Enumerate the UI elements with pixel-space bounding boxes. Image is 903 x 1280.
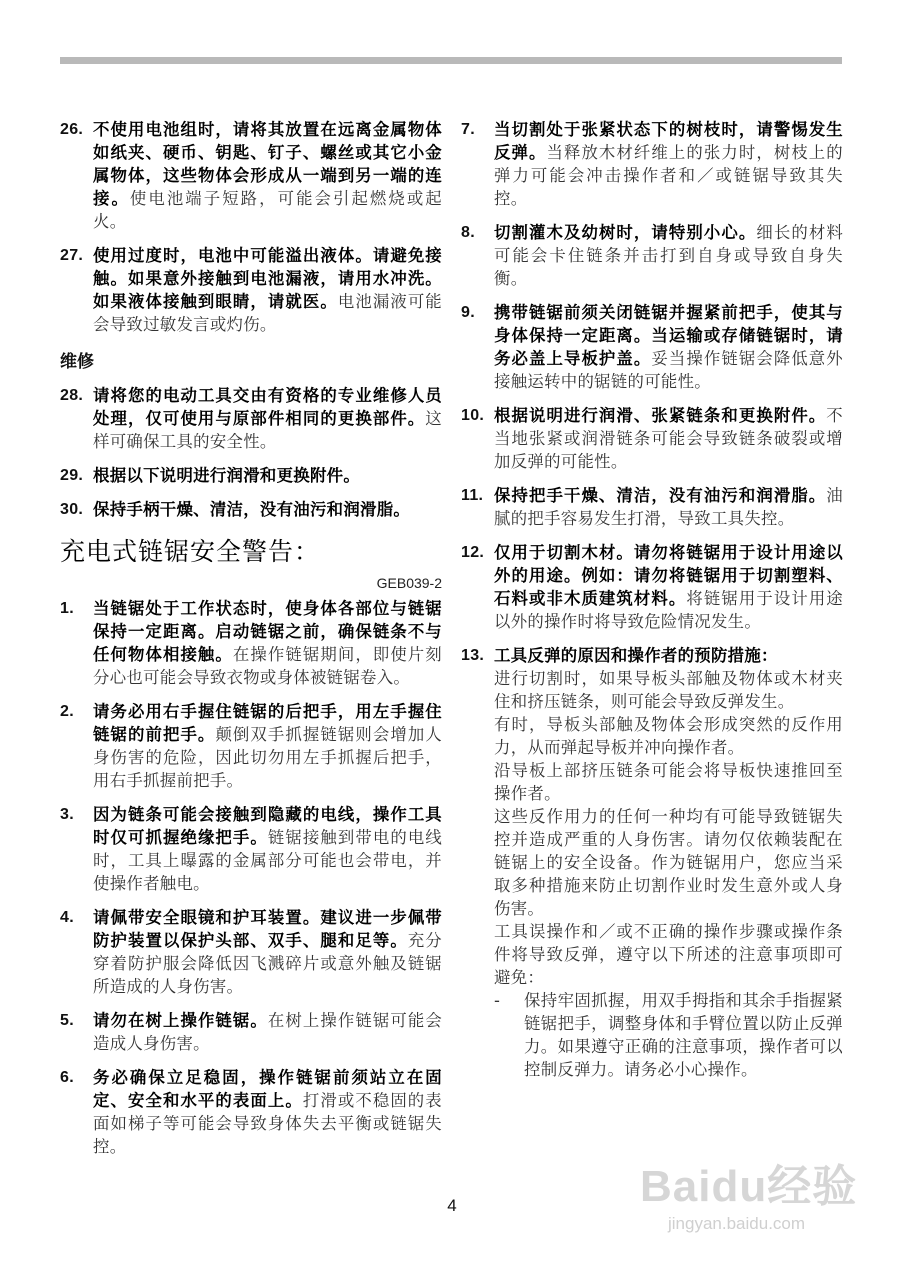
watermark [640,1150,890,1260]
item-bold-text: 请佩带安全眼镜和护耳装置。建议进一步佩带防护装置以保护头部、双手、腿和足等。 [93,908,442,950]
item-number: 28. [60,387,84,404]
header-rule [60,57,842,64]
list-item [461,404,843,473]
item-text [93,1009,442,1055]
watermark-url: jingyan.baidu.com [668,1214,806,1233]
item-bold-text: 因为链条可能会接触到隐藏的电线，操作工具时仅可抓握绝缘把手。 [93,805,442,847]
item-text [494,484,843,530]
list-item [60,384,442,453]
item-normal-text: 妥当操作链锯会降低意外接触运转中的锯链的可能性。 [494,349,843,391]
item-number: 6. [60,1069,74,1086]
item-number: 11. [461,487,484,504]
item-number: 27. [60,247,84,264]
item-number: 1. [60,600,74,617]
item-normal-text: 打滑或不稳固的表面如梯子等可能会导致身体失去平衡或链锯失控。 [93,1091,442,1156]
list-item [60,700,442,792]
item-paragraph: 沿导板上部挤压链条可能会将导板快速推回至操作者。 [494,761,843,803]
item-bold-text: 当链锯处于工作状态时，使身体各部位与链锯保持一定距离。启动链锯之前，确保链条不与任何物体相接触。 [93,599,442,664]
item-number: 13. [461,647,485,664]
item-text [494,221,843,290]
bullet-text: 保持牢固抓握，用双手拇指和其余手指握紧链锯把手，调整身体和手臂位置以防止反弹力。如果遵守正确的注意事项，操作者可以控制反弹力。请务必小心操作。 [524,991,843,1079]
item-paragraph: 有时，导板头部触及物体会形成突然的反作用力，从而弹起导板并冲向操作者。 [494,715,843,757]
item-number: 26. [60,121,84,138]
item-text [93,498,442,521]
item-number: 7. [461,121,475,138]
item-number: 3. [60,806,74,823]
item-bold-text: 保持手柄干燥、清洁，没有油污和润滑脂。 [93,500,411,519]
item-bold-text: 携带链锯前须关闭链锯并握紧前把手，使其与身体保持一定距离。当运输或存储链锯时，请务必盖上导板护盖。 [494,303,843,368]
item-bold-text: 保持把手干燥、清洁，没有油污和润滑脂。 [494,486,827,505]
list-item [60,803,442,895]
right-column [461,118,843,1092]
list-item [60,464,442,487]
item-number: 12. [461,544,485,561]
item-number: 29. [60,467,84,484]
item-text [93,244,442,336]
item-paragraph: 进行切割时，如果导板头部触及物体或木材夹住和挤压链条，则可能会导致反弹发生。 [494,669,843,711]
bullet-dash: - [494,991,501,1010]
item-normal-text: 充分穿着防护服会降低因飞溅碎片或意外触及链锯所造成的人身伤害。 [93,931,442,996]
item-text [93,803,442,895]
left-column [60,118,442,1169]
item-paragraph: 这些反作用力的任何一种均有可能导致链锯失控并造成严重的人身伤害。请勿仅依赖装配在链锯上的安全设备。作为链锯用户，您应当采取多种措施来防止切割作业时发生意外或人身伤害。 [494,807,843,918]
item-text [494,404,843,473]
item-number: 9. [461,304,475,321]
item-normal-text: 在树上操作链锯可能会造成人身伤害。 [93,1011,443,1053]
bullet-item [494,989,843,1081]
list-item [461,541,843,633]
item-text [93,906,442,998]
list-item [461,484,843,530]
section-code: GEB039-2 [376,575,442,591]
list-item [60,906,442,998]
item-text [494,118,843,210]
item-number: 2. [60,703,74,720]
item-normal-text: 细长的材料可能会卡住链条并击打到自身或导致自身失衡。 [494,223,844,288]
item-number: 30. [60,501,84,518]
item-bold-text: 根据说明进行润滑、张紧链条和更换附件。 [494,406,827,425]
item-text [93,597,442,689]
item-normal-text: 将链锯用于设计用途以外的操作时将导致危险情况发生。 [494,589,843,631]
item-normal-text: 颠倒双手抓握链锯则会增加人身伤害的危险，因此切勿用左手抓握后把手，用右手抓握前把手。 [93,725,442,790]
list-item [60,1066,442,1158]
page-number: 4 [447,1196,457,1215]
item-paragraph: 工具误操作和／或不正确的操作步骤或操作条件将导致反弹，遵守以下所述的注意事项即可避免： [494,922,843,987]
item-heading: 工具反弹的原因和操作者的预防措施： [494,646,778,665]
item-bold-text: 使用过度时，电池中可能溢出液体。请避免接触。如果意外接触到电池漏液，请用水冲洗。如果液体接触到眼睛，请就医。 [93,246,442,311]
item-text [93,118,442,233]
watermark-logo: Baidu经验 [640,1162,858,1211]
list-item [60,118,442,233]
item-bold-text: 请将您的电动工具交由有资格的专业维修人员处理，仅可使用与原部件相同的更换部件。 [93,386,442,428]
item-normal-text: 在操作链锯期间，即使片刻分心也可能会导致衣物或身体被链锯卷入。 [93,645,442,687]
list-item [461,221,843,290]
list-item [60,597,442,689]
item-normal-text: 链锯接触到带电的电线时，工具上曝露的金属部分可能也会带电，并使操作者触电。 [93,828,443,893]
item-number: 5. [60,1012,74,1029]
item-text [494,301,843,393]
item-text [93,464,442,487]
item-text [93,384,442,453]
item-bold-text: 不使用电池组时，请将其放置在远离金属物体如纸夹、硬币、钥匙、钉子、螺丝或其它小金属物体，这些物体会形成从一端到另一端的连接。 [93,120,442,208]
item-normal-text: 电池漏液可能会导致过敏发言或灼伤。 [93,292,442,334]
item-normal-text: 不当地张紧或润滑链条可能会导致链条破裂或增加反弹的可能性。 [494,406,843,471]
item-normal-text: 当释放木材纤维上的张力时，树枝上的弹力可能会冲击操作者和／或链锯导致其失控。 [494,143,843,208]
list-item-13 [461,644,843,1081]
item-text [93,700,442,792]
section-title: 充电式链锯安全警告： [60,537,321,566]
list-item [60,498,442,521]
item-bold-text: 仅用于切割木材。请勿将链锯用于设计用途以外的用途。例如：请勿将链锯用于切割塑料、石料或非木质建筑材料。 [494,543,843,608]
item-normal-text: 使电池端子短路，可能会引起燃烧或起火。 [93,189,442,231]
item-normal-text: 油腻的把手容易发生打滑，导致工具失控。 [494,486,843,528]
item-bold-text: 根据以下说明进行润滑和更换附件。 [93,466,361,485]
item-bold-text: 务必确保立足稳固，操作链锯前须站立在固定、安全和水平的表面上。 [93,1068,442,1110]
item-bold-text: 切割灌木及幼树时，请特别小心。 [494,223,757,242]
list-item [461,118,843,210]
list-item [60,244,442,336]
list-item [461,301,843,393]
item-bold-text: 请勿在树上操作链锯。 [93,1011,268,1030]
item-number: 4. [60,909,74,926]
item-text [494,541,843,633]
item-number: 8. [461,224,475,241]
item-bold-text: 当切割处于张紧状态下的树枝时，请警惕发生反弹。 [494,120,843,162]
maintenance-heading: 维修 [60,352,94,372]
list-item [60,1009,442,1055]
item-bold-text: 请务必用右手握住链锯的后把手，用左手握住链锯的前把手。 [93,702,442,744]
item-normal-text: 这样可确保工具的安全性。 [93,409,442,451]
item-text [93,1066,442,1158]
item-number: 10. [461,407,485,424]
